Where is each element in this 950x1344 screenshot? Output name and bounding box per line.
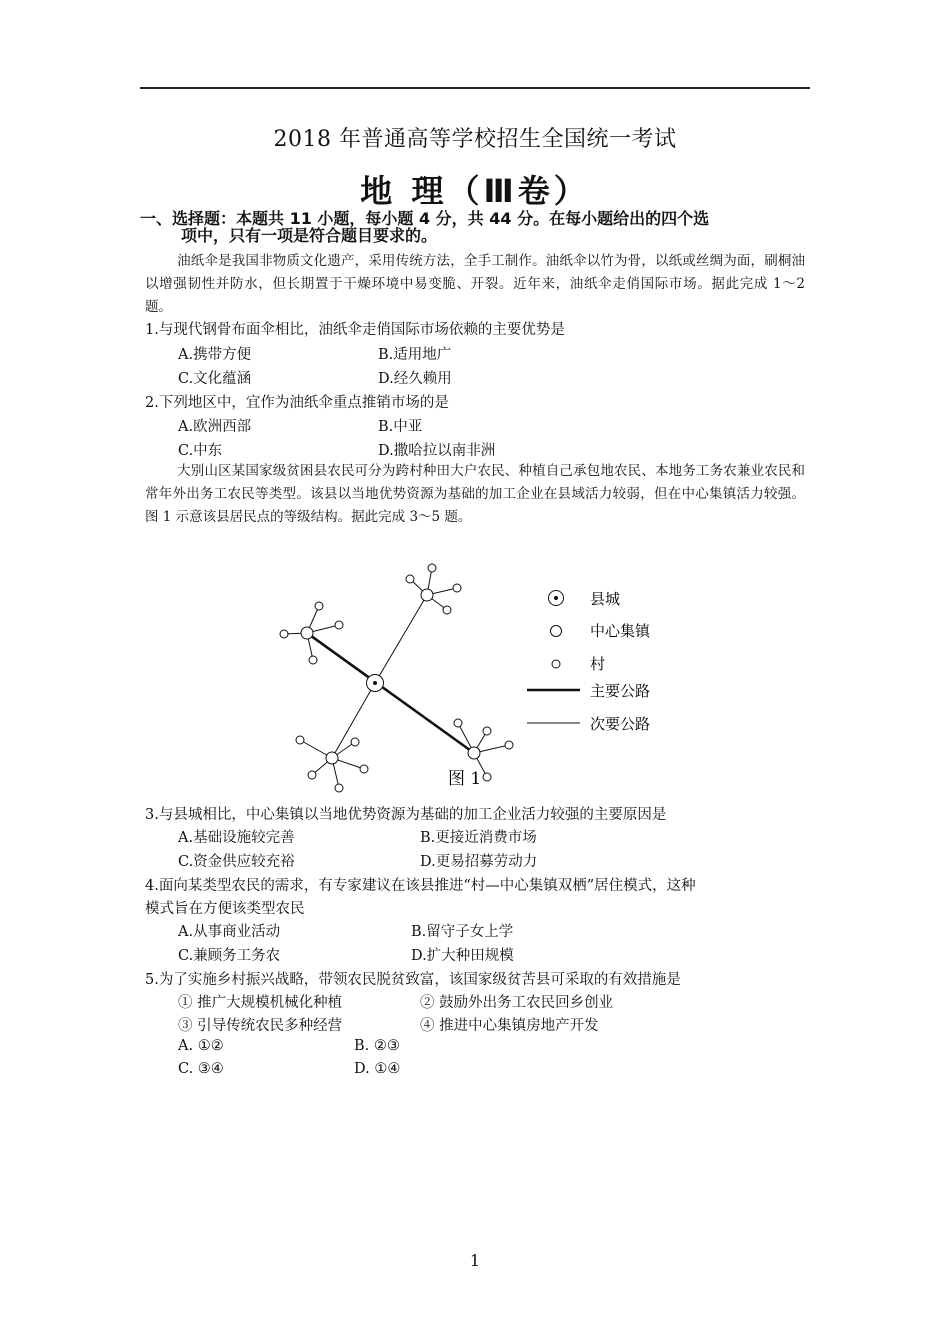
q2-option-a[interactable]: A.欧洲西部 [178,419,252,435]
legend-central-town-label: 中心集镇 [590,622,651,640]
q5-option-b[interactable]: B. ②③ [354,1038,400,1054]
q3-option-b[interactable]: B.更接近消费市场 [420,830,537,846]
q5-option-c[interactable]: C. ③④ [178,1061,224,1077]
q5-statement-3: ③ 引导传统农民多种经营 [178,1018,343,1034]
figure-legend [527,590,651,733]
legend-central-town-icon [551,626,562,637]
central-town-north [421,589,433,601]
q2-option-d[interactable]: D.撒哈拉以南非洲 [378,443,496,459]
central-town-southeast [468,747,480,759]
question-5-stem: 5.为了实施乡村振兴战略，带领农民脱贫致富，该国家级贫苦县可采取的有效措施是 [145,972,681,988]
page-number: 1 [469,1251,481,1270]
legend-main-road-label: 主要公路 [590,682,651,700]
passage-umbrella-text: 油纸伞是我国非物质文化遗产，采用传统方法，全手工制作。油纸伞以竹为骨，以纸或丝绸为面，刷桐油以增强韧性并防水，但长期置于干燥环境中易变脆、开裂。近年来，油纸伞走俏国际市场。据此完成 1～2 题。 [145,253,805,315]
section-heading [140,210,820,244]
exam-title: 2018 年普通高等学校招生全国统一考试 [273,127,677,152]
question-4-stem-line2: 模式旨在方便该类型农民 [145,901,305,917]
village [280,630,288,638]
q1-option-b[interactable]: B.适用地广 [378,347,452,363]
village [315,602,323,610]
q2-option-c[interactable]: C.中东 [178,443,223,459]
q4-option-b[interactable]: B.留守子女上学 [411,924,514,940]
question-4-stem-line1: 4.面向某类型农民的需求，有专家建议在该县推进“村—中心集镇双栖”居住模式，这种 [145,878,696,894]
secondary-road-north [375,595,427,683]
central-town-southwest [326,752,338,764]
section-heading-line2: 项中，只有一项是符合题目要求的。 [181,226,438,245]
q5-statement-1: ① 推广大规模机械化种植 [178,995,343,1011]
question-2-stem: 2.下列地区中，宜作为油纸伞重点推销市场的是 [145,395,449,411]
q3-option-d[interactable]: D.更易招募劳动力 [420,854,538,870]
village [428,564,436,572]
section-heading-line1: 一、选择题：本题共 11 小题，每小题 4 分，共 44 分。在每小题给出的四个选 [140,209,710,228]
village [296,736,304,744]
legend-county-town-label: 县城 [590,590,621,608]
village [335,621,343,629]
village [483,773,491,781]
q4-option-d[interactable]: D.扩大种田规模 [411,948,514,964]
village [406,575,414,583]
village [351,738,359,746]
top-rule [140,87,810,89]
main-road [307,633,474,753]
figure-caption: 图 1 [448,769,482,789]
secondary-road-south [332,683,375,758]
q4-option-c[interactable]: C.兼顾务工务农 [178,948,281,964]
passage-dabie-text: 大别山区某国家级贫困县农民可分为跨村种田大户农民、种植自己承包地农民、本地务工务农兼业农民和常年外出务工农民等类型。该县以当地优势资源为基础的加工企业在县域活力较弱，但在中心集镇活力较强。图 1 示意该县居民点的等级结构。据此完成 3～5 题。 [145,463,805,525]
q4-option-a[interactable]: A.从事商业活动 [178,924,281,940]
central-town-west [301,627,313,639]
village [360,765,368,773]
village [483,727,491,735]
q5-statement-4: ④ 推进中心集镇房地产开发 [420,1018,599,1034]
q5-statement-2: ② 鼓励外出务工农民回乡创业 [420,995,614,1011]
passage-umbrella [145,250,805,319]
question-1-stem: 1.与现代钢骨布面伞相比，油纸伞走俏国际市场依赖的主要优势是 [145,322,565,338]
q1-option-c[interactable]: C.文化蕴涵 [178,371,252,387]
q5-option-d[interactable]: D. ①④ [354,1061,401,1077]
legend-village-icon [552,660,560,668]
legend-secondary-road-label: 次要公路 [590,715,651,733]
passage-dabie [145,460,805,529]
village [335,784,343,792]
village [505,741,513,749]
q1-option-a[interactable]: A.携带方便 [178,347,252,363]
village [454,719,462,727]
q3-option-c[interactable]: C.资金供应较充裕 [178,854,295,870]
legend-village-label: 村 [590,655,606,673]
q2-option-b[interactable]: B.中亚 [378,419,423,435]
question-3-stem: 3.与县城相比，中心集镇以当地优势资源为基础的加工企业活力较强的主要原因是 [145,807,667,823]
village [443,606,451,614]
q5-option-a[interactable]: A. ①② [178,1038,224,1054]
village [309,656,317,664]
q1-option-d[interactable]: D.经久赖用 [378,371,452,387]
village [453,584,461,592]
subject-title: 地 理（Ⅲ卷） [360,172,590,210]
village [308,771,316,779]
q3-option-a[interactable]: A.基础设施较完善 [178,830,295,846]
settlement-hierarchy-figure [0,555,950,800]
county-town-dot [373,681,377,685]
